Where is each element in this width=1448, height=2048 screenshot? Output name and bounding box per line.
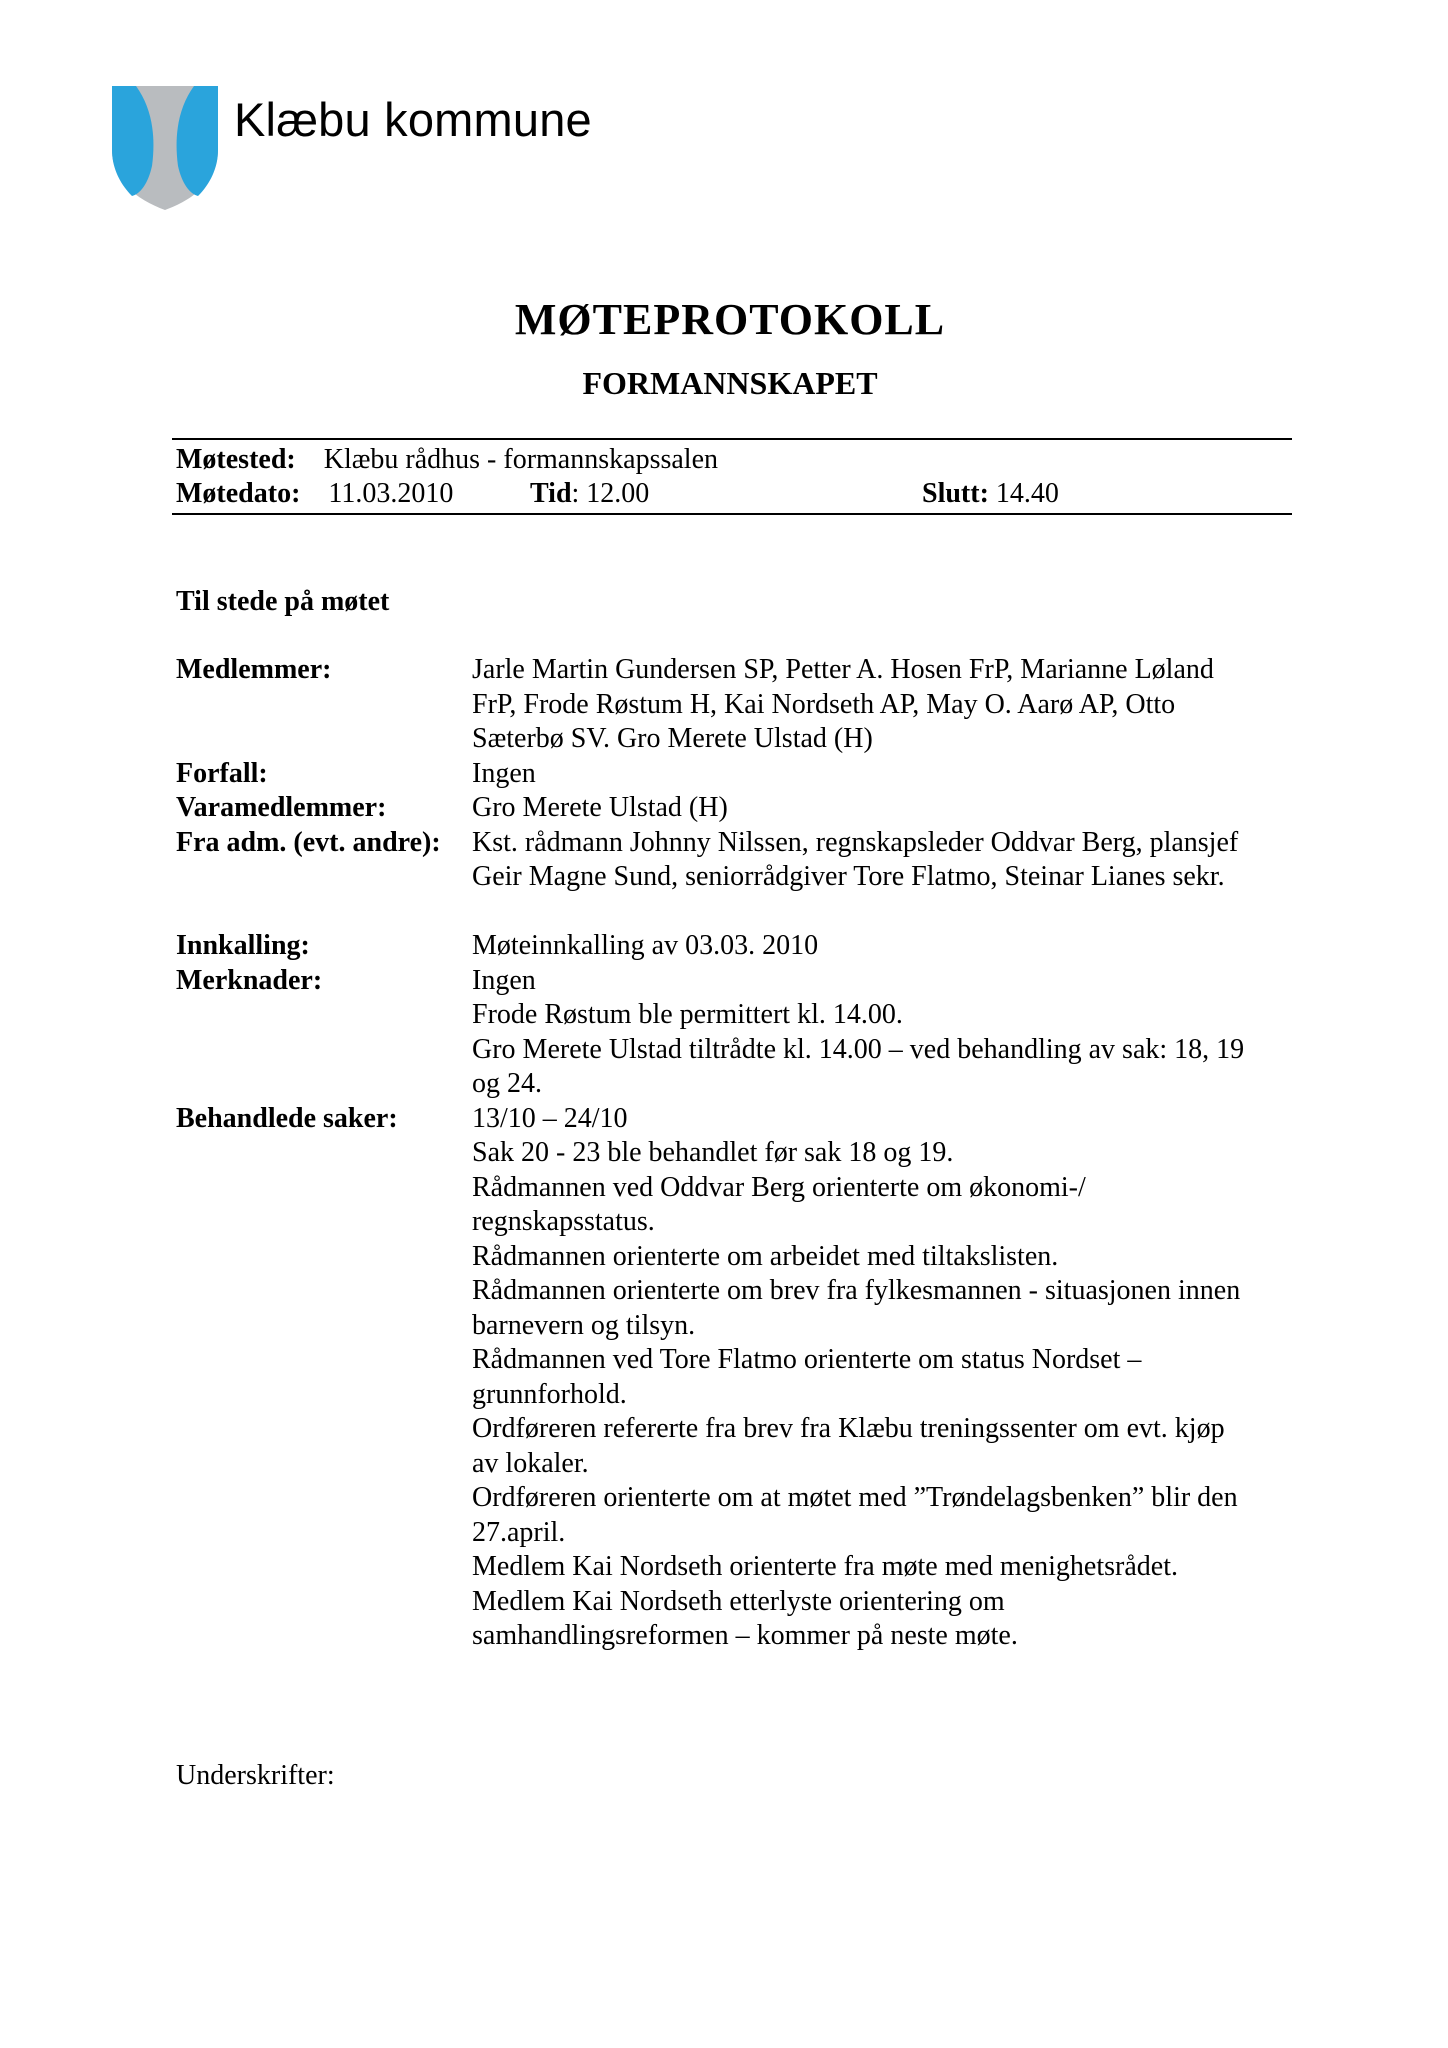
members-line: Sæterbø SV. Gro Merete Ulstad (H) bbox=[472, 723, 873, 754]
meeting-place-value: Klæbu rådhus - formannskapssalen bbox=[323, 444, 718, 475]
members-line: FrP, Frode Røstum H, Kai Nordseth AP, May O. Aarø AP, Otto bbox=[472, 688, 1176, 720]
cases-line: Ordføreren orienterte om at møtet med ”Trøndelagsbenken” blir den bbox=[472, 1482, 1238, 1513]
cases-line: barnevern og tilsyn. bbox=[472, 1309, 696, 1341]
cases-line: Sak 20 - 23 ble behandlet før sak 18 og 19. bbox=[472, 1137, 954, 1168]
cases-line: Rådmannen orienterte om arbeidet med tiltakslisten. bbox=[472, 1240, 1059, 1272]
members-row bbox=[176, 653, 1292, 757]
remarks-row bbox=[176, 964, 1292, 1102]
cases-line: Medlem Kai Nordseth etterlyste orientering om bbox=[472, 1585, 1005, 1617]
invite-row bbox=[176, 929, 1292, 964]
absent-row bbox=[176, 757, 1292, 792]
invite-label: Innkalling: bbox=[176, 930, 310, 961]
document-title: MØTEPROTOKOLL bbox=[514, 295, 946, 344]
cases-row bbox=[176, 1102, 1292, 1654]
cases-line: Rådmannen ved Tore Flatmo orienterte om status Nordset – bbox=[472, 1344, 1142, 1375]
header bbox=[112, 86, 812, 216]
remarks-line: Frode Røstum ble permittert kl. 14.00. bbox=[472, 999, 903, 1030]
meeting-info-box bbox=[172, 438, 1292, 515]
meeting-end-label: Slutt: bbox=[922, 478, 989, 509]
meeting-date-value: 11.03.2010 bbox=[328, 478, 454, 509]
cases-line: regnskapsstatus. bbox=[472, 1206, 655, 1237]
admin-row bbox=[176, 826, 1292, 895]
cases-line: av lokaler. bbox=[472, 1447, 589, 1479]
cases-label: Behandlede saker: bbox=[176, 1102, 398, 1134]
cases-line: 13/10 – 24/10 bbox=[472, 1102, 628, 1134]
cases-line: Rådmannen orienterte om brev fra fylkesmannen - situasjonen innen bbox=[472, 1275, 1241, 1306]
proceedings-grid bbox=[176, 929, 1292, 1654]
admin-label: Fra adm. (evt. andre): bbox=[176, 826, 441, 858]
meeting-time-label: Tid bbox=[530, 478, 572, 509]
signatures-label: Underskrifter: bbox=[176, 1760, 335, 1791]
municipal-coat-of-arms-logo bbox=[112, 86, 218, 210]
cases-value bbox=[472, 1102, 1292, 1654]
invite-value: Møteinnkalling av 03.03. 2010 bbox=[472, 930, 819, 961]
meeting-time-value: : 12.00 bbox=[571, 478, 650, 509]
meeting-date-row bbox=[176, 478, 453, 510]
remarks-line: og 24. bbox=[472, 1068, 542, 1099]
members-label: Medlemmer: bbox=[176, 654, 332, 685]
remarks-value bbox=[472, 964, 1292, 1102]
attendance-heading: Til stede på møtet bbox=[176, 586, 390, 617]
meeting-date-label: Møtedato: bbox=[176, 478, 301, 509]
cases-line: samhandlingsreformen – kommer på neste møte. bbox=[472, 1620, 1018, 1651]
cases-line: 27.april. bbox=[472, 1516, 566, 1548]
members-line: Jarle Martin Gundersen SP, Petter A. Hosen FrP, Marianne Løland bbox=[472, 654, 1214, 685]
meeting-time bbox=[530, 478, 649, 510]
meeting-end bbox=[922, 478, 1059, 510]
admin-line: Kst. rådmann Johnny Nilssen, regnskapsleder Oddvar Berg, plansjef bbox=[472, 826, 1239, 858]
meeting-place-row bbox=[176, 444, 718, 476]
cases-line: grunnforhold. bbox=[472, 1378, 627, 1410]
remarks-label: Merknader: bbox=[176, 964, 323, 996]
remarks-line: Ingen bbox=[472, 964, 536, 996]
absent-label: Forfall: bbox=[176, 757, 268, 789]
substitutes-label: Varamedlemmer: bbox=[176, 792, 387, 823]
meeting-end-value: 14.40 bbox=[995, 478, 1059, 509]
cases-line: Rådmannen ved Oddvar Berg orienterte om økonomi-/ bbox=[472, 1171, 1086, 1203]
remarks-line: Gro Merete Ulstad tiltrådte kl. 14.00 – ved behandling av sak: 18, 19 bbox=[472, 1033, 1245, 1065]
absent-value: Ingen bbox=[472, 757, 536, 789]
attendance-grid bbox=[176, 653, 1292, 895]
substitutes-row bbox=[176, 791, 1292, 826]
cases-line: Medlem Kai Nordseth orienterte fra møte med menighetsrådet. bbox=[472, 1551, 1178, 1582]
members-value bbox=[472, 653, 1292, 757]
meeting-place-label: Møtested: bbox=[176, 444, 296, 475]
substitutes-value: Gro Merete Ulstad (H) bbox=[472, 792, 728, 823]
admin-line: Geir Magne Sund, seniorrådgiver Tore Flatmo, Steinar Lianes sekr. bbox=[472, 861, 1225, 892]
cases-line: Ordføreren refererte fra brev fra Klæbu treningssenter om evt. kjøp bbox=[472, 1413, 1225, 1444]
document-subtitle: FORMANNSKAPET bbox=[582, 365, 878, 401]
organization-name: Klæbu kommune bbox=[234, 93, 592, 146]
admin-value bbox=[472, 826, 1292, 895]
